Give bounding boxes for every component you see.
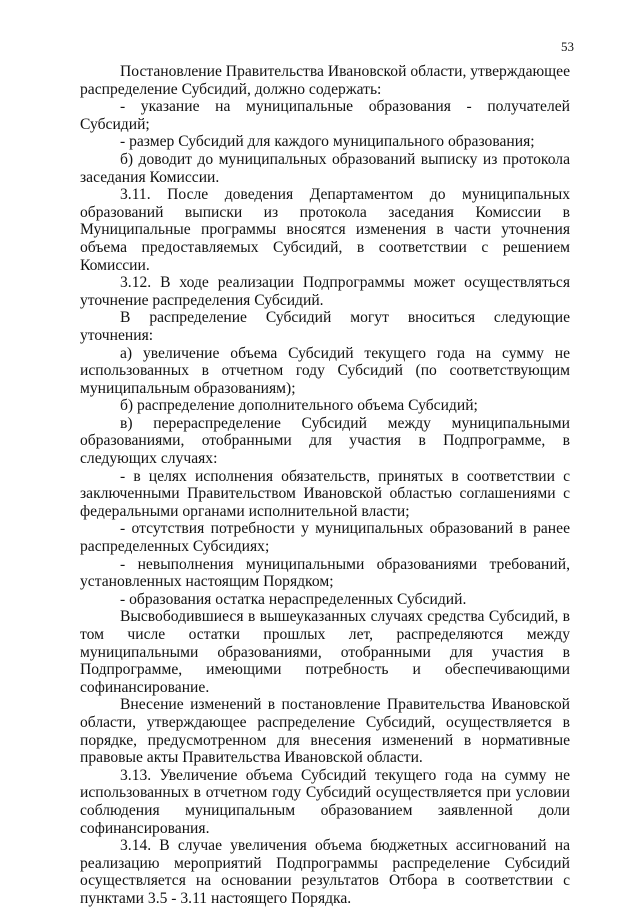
- paragraph: Постановление Правительства Ивановской области, утверждающее распределение Субсидий, должно содержать:: [80, 63, 570, 98]
- list-item: б) распределение дополнительного объема Субсидий;: [120, 397, 478, 415]
- list-item: - невыполнения муниципальными образованиями требований, установленных настоящим Порядком;: [80, 555, 570, 591]
- clause-3-12: 3.12. В ходе реализации Подпрограммы может осуществляться уточнение распределения Субсидий.: [80, 274, 570, 309]
- paragraph: В распределение Субсидий могут вноситься следующие уточнения:: [80, 309, 570, 344]
- list-item: - размер Субсидий для каждого муниципального образования;: [120, 133, 535, 151]
- paragraph: Внесение изменений в постановление Правительства Ивановской области, утверждающее распределение Субсидий, осуществляется в порядке, предусмотренном для внесения изменений в нормативные правовые акты Правительства Ивановской области.: [80, 696, 570, 767]
- list-item: - отсутствия потребности у муниципальных образований в ранее распределенных Субсидиях;: [80, 520, 570, 556]
- list-item: а) увеличение объема Субсидий текущего года на сумму не использованных в отчетном году Субсидий (по соответствующим муниципальным образованиям);: [80, 344, 570, 397]
- list-item: в) перераспределение Субсидий между муниципальными образованиями, отобранными для участия в Подпрограмме, в следующих случаях:: [80, 414, 570, 468]
- page-number: 53: [561, 39, 574, 54]
- list-item: - указание на муниципальные образования - получателей Субсидий;: [80, 98, 570, 133]
- paragraph: Высвободившиеся в вышеуказанных случаях средства Субсидий, в том числе остатки прошлых лет, распределяются между муниципальными образованиями, отобранными для участия в Подпрограмме, имеющими потребность и обеспечивающими софинансирование.: [80, 608, 570, 696]
- clause-3-13: 3.13. Увеличение объема Субсидий текущего года на сумму не использованных в отчетном году Субсидий осуществляется при условии соблюдения муниципальным образованием заявленной доли софинансирования.: [80, 766, 570, 837]
- paragraph: б) доводит до муниципальных образований выписку из протокола заседания Комиссии.: [80, 150, 570, 186]
- list-item: - образования остатка нераспределенных Субсидий.: [120, 590, 467, 608]
- document-body: [80, 63, 570, 908]
- list-item: - в целях исполнения обязательств, принятых в соответствии с заключенными Правительством Ивановской областью соглашениями с федеральными органами исполнительной власти;: [80, 467, 570, 520]
- clause-3-14: 3.14. В случае увеличения объема бюджетных ассигнований на реализацию мероприятий Подпрограммы распределение Субсидий осуществляется на основании результатов Отбора в соответствии с пунктами 3.5 - 3.11 настоящего Порядка.: [80, 837, 570, 907]
- clause-3-11: 3.11. После доведения Департаментом до муниципальных образований выписки из протокола заседания Комиссии в Муниципальные программы вносятся изменения в части уточнения объема предоставляемых Субсидий, в соответствии с решением Комиссии.: [80, 186, 570, 274]
